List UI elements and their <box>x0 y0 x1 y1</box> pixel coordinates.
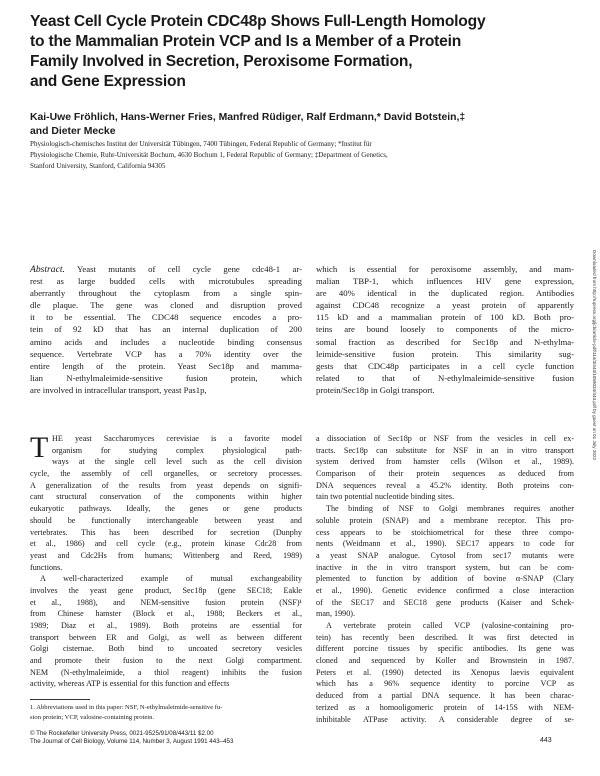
download-watermark-text: Downloaded from http://rupress.org/jcb/article-pdf/114/3/443/1059034/443.pdf by guest on 01 July 2022 <box>592 250 597 461</box>
abstract-line: 115 kD and a mammalian protein of 100 kD. Both pro- <box>316 312 574 323</box>
footnote-rule <box>30 699 90 700</box>
body-left-column <box>30 433 302 690</box>
body-line: HE yeast Saccharomyces cerevisiae is a favorite model <box>52 434 302 443</box>
body-line: system derived from hamster cells (Wilson et al., 1989). <box>316 457 574 467</box>
abstract-line: which is essential for peroxisome assembly, and mam- <box>316 264 574 274</box>
body-line: NEM (N-ethylmaleimide, a thiol reagent) inhibits the fusion <box>30 667 302 677</box>
body-line: inactive in the in vitro transport system, but can be com- <box>316 562 574 572</box>
body-line: A vertebrate protein called VCP (valosine-containing pro- <box>326 621 574 630</box>
abstract-line: aberrantly throughout the cytoplasm from a single spin- <box>30 288 302 299</box>
footnote-line: 1. Abbreviations used in this paper: NSF, N-ethylmaleimide-sensitive fu- <box>30 704 223 711</box>
body-line: Golgi cisternae. Both bind to uncoated secretory vesicles <box>30 644 302 654</box>
abstract-line: are involved in intracellular transport, yeast Pas1p, <box>30 384 207 395</box>
body-line: a yeast SNAP analogue. Cytosol from sec17 mutants were <box>316 550 574 560</box>
body-line: nents (Weidmann et al., 1990). SEC17 appears to code for <box>316 539 574 549</box>
affiliation-line: Physiologisch-chemisches Institut der Universität Tübingen, 7400 Tübingen, Federal Republic of Germany; *Institut für <box>30 140 372 148</box>
body-line: and promote their fusion to the next Golgi compartment. <box>30 656 302 666</box>
footnote <box>30 703 302 722</box>
abstract-line: dle plaque. The gene was cloned and disruption proved <box>30 300 302 311</box>
body-line: different porcine tissues by specific antibodies. Its gene was <box>316 644 574 654</box>
body-line: Comparison of their protein sequences as deduced from <box>316 469 574 479</box>
body-line: a dissociation of Sec18p or NSF from the vesicles in cell ex- <box>316 434 574 443</box>
body-line: eukaryotic pathways. Ideally, the genes or gene products <box>30 504 302 514</box>
abstract-line: related to that of N-ethylmaleimide-sensitive fusion <box>316 372 574 383</box>
download-watermark <box>588 250 598 610</box>
title-line: Family Involved in Secretion, Peroxisome Formation, <box>30 53 413 70</box>
body-line: 1989; Diaz et al., 1989). Both proteins are essential for <box>30 621 302 630</box>
page-number: 443 <box>540 737 552 744</box>
body-line: A generalization of the results from yeast depends on signifi- <box>30 480 302 490</box>
body-line: deduced from a partial DNA sequence. It has been charac- <box>316 691 574 701</box>
abstract-line: rest as large budded cells with microtubules spreading <box>30 276 302 287</box>
body-line: ways at the single cell level such as the cell division <box>52 457 302 467</box>
body-line: man, 1990). <box>316 609 356 619</box>
title-line: Yeast Cell Cycle Protein CDC48p Shows Full-Length Homology <box>30 13 486 30</box>
body-line: tein) has recently been described. It was first detected in <box>316 632 574 642</box>
body-line: yeast and Cdc2Hs from humans; Wittenberg and Reed, 1989) <box>30 550 302 560</box>
body-line: inhibitable ATPase activity. A considerable degree of se- <box>316 714 574 724</box>
abstract-line: malian TBP-1, which influences HIV gene expression, <box>316 276 574 287</box>
body-line: involves the yeast gene product, Sec18p (gene SEC18; Eakle <box>30 585 302 595</box>
abstract-line: sequence. Vertebrate VCP has a 70% identity over the <box>30 348 302 359</box>
body-line: Peters et al. (1990) detected its Xenopus laevis equivalent <box>316 667 574 677</box>
abstract-line: somal fraction as described for Sec18p and N-ethylma- <box>316 336 574 347</box>
body-line: terized as a homooligomeric protein of 14-15S with NEM- <box>316 702 574 712</box>
paper-title <box>30 12 550 92</box>
abstract-line: tein of 92 kD that has an internal duplication of 200 <box>30 324 302 335</box>
body-line: et al., 1990). Genetic evidence confirmed a close interaction <box>316 585 574 595</box>
body-line: plemented to function by addition of bovine α-SNAP (Clary <box>316 574 574 584</box>
drop-cap: T <box>30 431 49 464</box>
body-line: et al., 1988), and NEM-sensitive fusion protein (NSF)¹ <box>30 597 302 607</box>
abstract-line: amino acids and includes a nucleotide binding consensus <box>30 336 302 347</box>
title-line: to the Mammalian Protein VCP and Is a Member of a Protein <box>30 33 462 50</box>
abstract-line: it to be essential. The CDC48 sequence encodes a pro- <box>30 312 302 323</box>
abstract-first-line-text: Yeast mutants of cell cycle gene cdc48-1 ar- <box>64 264 302 274</box>
abstract-heading: Abstract. <box>30 264 65 275</box>
body-line: vertebrates. This has been described for secretion (Dunphy <box>30 527 302 537</box>
abstract-line: gests that CDC48p participates in a cell cycle function <box>316 360 574 371</box>
body-line: of the SEC17 and SEC18 gene products (Kaiser and Schek- <box>316 597 574 607</box>
abstract-right-column <box>316 263 574 396</box>
abstract-left-column <box>30 263 302 396</box>
abstract-line: teins are bound loosely to components of the micro- <box>316 324 574 335</box>
body-line: which has a 96% sequence identity to porcine VCP as <box>316 679 574 689</box>
footer-line: © The Rockefeller University Press, 0021-9525/91/08/443/11 $2.00 <box>30 730 214 737</box>
abstract-line: leimide-sensitive fusion protein. This similarity sug- <box>316 348 574 359</box>
affiliation-line: Physiologische Chemie, Ruhr-Universität Bochum, 4630 Bochum 1, Federal Republic of Germany; ‡Department of Genetics, <box>30 151 388 159</box>
body-line: et al., 1986) and cell cycle (e.g., protein kinase Cdc28 from <box>30 539 302 549</box>
body-line: should be functionally interchangeable between yeast and <box>30 515 302 525</box>
body-line: tain two potential nucleotide binding sites. <box>316 492 455 502</box>
author-line: Kai-Uwe Fröhlich, Hans-Werner Fries, Manfred Rüdiger, Ralf Erdmann,* David Botstein,‡ <box>30 112 466 123</box>
abstract-line: are 40% identical in the duplicated region. Antibodies <box>316 288 574 299</box>
title-line: and Gene Expression <box>30 73 186 90</box>
body-line: cess appears to be stoichiometrical for these three compo- <box>316 527 574 537</box>
body-line: The binding of NSF to Golgi membranes requires another <box>326 504 574 514</box>
author-list <box>30 111 550 138</box>
body-right-column <box>316 433 574 725</box>
body-line: A well-characterized example of mutual exchangeability <box>40 574 302 584</box>
body-line: soluble protein (SNAP) and a membrane receptor. This pro- <box>316 515 574 525</box>
body-line: DNA sequences reveal a 45.2% identity. Both proteins con- <box>316 480 574 490</box>
body-line: cycle, the assembly of cell organelles, or secretory processes. <box>30 469 302 479</box>
abstract-line: entire length of the protein. Yeast Sec18p and mamma- <box>30 360 302 371</box>
abstract-line: against CDC48 recognize a yeast protein of apparently <box>316 300 574 311</box>
body-line: functions. <box>30 562 63 572</box>
journal-footer <box>30 730 370 747</box>
body-line: cloned and sequenced by Koller and Brownstein in 1987. <box>316 656 574 666</box>
body-line: transport between ER and Golgi, as well as between different <box>30 632 302 642</box>
affiliations <box>30 139 570 172</box>
footnote-line: sion protein; VCP, valosine-containing protein. <box>30 713 155 721</box>
affiliation-line: Stanford University, Stanford, California 94305 <box>30 162 166 170</box>
body-line: tracts. Sec18p can substitute for NSF in an in vitro transport <box>316 445 574 455</box>
abstract-line: lian N-ethylmaleimide-sensitive fusion protein, which <box>30 372 302 383</box>
body-line: activity, whereas ATP is essential for this function and effects <box>30 679 230 689</box>
body-line: organism for studying complex physiological path- <box>52 445 302 455</box>
abstract-line: protein/Sec18p in Golgi transport. <box>316 384 435 395</box>
abstract-line <box>30 263 302 275</box>
author-line: and Dieter Mecke <box>30 125 116 137</box>
body-line: cant structural conservation of the components within higher <box>30 492 302 502</box>
body-line: from Chinese hamster (Block et al., 1988; Beckers et al., <box>30 609 302 619</box>
footer-line: The Journal of Cell Biology, Volume 114, Number 3, August 1991 443–453 <box>30 738 234 746</box>
